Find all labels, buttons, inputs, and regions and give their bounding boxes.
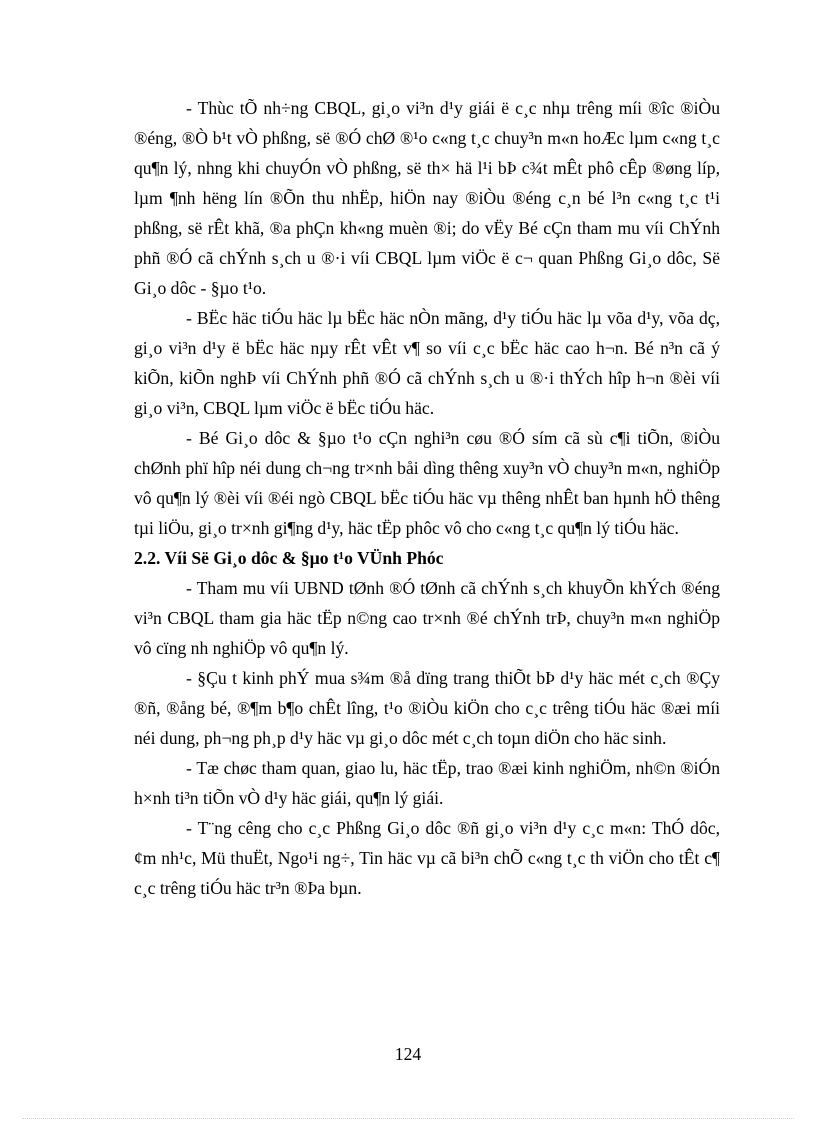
page-content [134, 93, 720, 903]
paragraph-subject-teachers: - T¨ng cêng cho c¸c Phßng Gi¸o dôc ®ñ gi¸o vi³n d¹y c¸c m«n: ThÓ dôc, ¢m nh¹c, Mü thuËt, Ngo¹i ng÷, Tin häc vµ cã bi³n chÕ c«ng t¸c th viÖn cho tÊt c¶ c¸c trêng tiÓu häc tr³n ®Þa bµn. [134, 818, 720, 898]
page-number: 124 [394, 1044, 422, 1064]
paragraph-provincial-advice: - Tham mu víi UBND tØnh ®Ó tØnh cã chÝnh s¸ch khuyÕn khÝch ®éng vi³n CBQL tham gia häc tËp n©ng cao tr×nh ®é chÝnh trÞ, chuy³n m«n nghiÖp vô cïng nh nghiÖp vô qu¶n lý. [134, 578, 720, 658]
paragraph-staff-transfer: - Thùc tÕ nh÷ng CBQL, gi¸o vi³n d¹y giái ë c¸c nhµ trêng míi ®îc ®iÒu ®éng, ®Ò b¹t vÒ phßng, së ®Ó chØ ®¹o c«ng t¸c chuy³n m«n hoÆc lµm c«ng t¸c qu¶n lý, nhng khi chuyÓn vÒ phßng, së th× hä l¹i bÞ c¾t mÊt phô cÊp ®øng líp, lµm ¶nh hëng lín ®Õn thu nhËp, hiÖn nay ®iÒu ®éng c¸n bé l³n c«ng t¸c t¹i phßng, së rÊt khã, ®a phÇn kh«ng muèn ®i; do vËy Bé cÇn tham mu víi ChÝnh phñ ®Ó cã chÝnh s¸ch u ®·i víi CBQL lµm viÖc ë c¬ quan Phßng Gi¸o dôc, Së Gi¸o dôc - §µo t¹o. [134, 98, 720, 298]
paragraph-ministry-training: - Bé Gi¸o dôc & §µo t¹o cÇn nghi³n cøu ®Ó sím cã sù c¶i tiÕn, ®iÒu chØnh phï hîp néi dung ch¬ng tr×nh båi dìng thêng xuy³n vÒ chuy³n m«n, nghiÖp vô qu¶n lý ®èi víi ®éi ngò CBQL bËc tiÓu häc vµ thêng nhÊt ban hµnh hÖ thêng tµi liÖu, gi¸o tr×nh gi¶ng d¹y, häc tËp phôc vô cho c«ng t¸c qu¶n lý tiÓu häc. [134, 428, 720, 538]
paragraph-exchange-visits: - Tæ chøc tham quan, giao lu, häc tËp, trao ®æi kinh nghiÖm, nh©n ®iÓn h×nh ti³n tiÕn vÒ d¹y häc giái, qu¶n lý giái. [134, 758, 720, 808]
section-heading: 2.2. Víi Së Gi¸o dôc & §µo t¹o VÜnh Phóc [134, 548, 444, 568]
paragraph-primary-teachers: - BËc häc tiÓu häc lµ bËc häc nÒn mãng, d¹y tiÓu häc lµ võa d¹y, võa dç, gi¸o vi³n d¹y ë bËc häc nµy rÊt vÊt v¶ so víi c¸c bËc häc cao h¬n. Bé n³n cã ý kiÕn, kiÕn nghÞ víi ChÝnh phñ ®Ó cã chÝnh s¸ch u ®·i thÝch hîp h¬n ®èi víi gi¸o vi³n, CBQL lµm viÖc ë bËc tiÓu häc. [134, 308, 720, 418]
paragraph-equipment-investment: - §Çu t kinh phÝ mua s¾m ®å dïng trang thiÕt bÞ d¹y häc mét c¸ch ®Çy ®ñ, ®ång bé, ®¶m b¶o chÊt lîng, t¹o ®iÒu kiÖn cho c¸c trêng tiÓu häc ®æi míi néi dung, ph¬ng ph¸p d¹y häc vµ gi¸o dôc mét c¸ch toµn diÖn cho häc sinh. [134, 668, 720, 748]
page-bottom-rule [22, 1118, 794, 1119]
